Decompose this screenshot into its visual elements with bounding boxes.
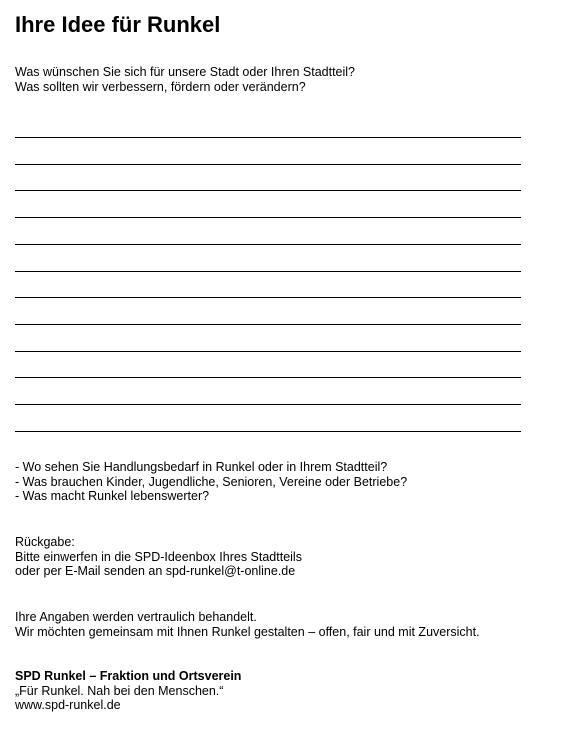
writing-line[interactable] [15,377,521,378]
return-line: Bitte einwerfen in die SPD-Ideenbox Ihres Stadtteils [15,549,302,564]
page-title: Ihre Idee für Runkel [15,12,221,37]
prompt-item: - Wo sehen Sie Handlungsbedarf in Runkel oder in Ihrem Stadtteil? [15,460,388,474]
prompt-item: - Was brauchen Kinder, Jugendliche, Senioren, Vereine oder Betriebe? [15,474,408,489]
writing-line[interactable] [15,431,521,432]
writing-line[interactable] [15,244,521,245]
website-link[interactable]: www.spd-runkel.de [15,698,121,712]
footer [15,669,241,713]
organization-name: SPD Runkel – Fraktion und Ortsverein [15,669,242,683]
writing-line[interactable] [15,324,521,325]
privacy-line: Ihre Angaben werden vertraulich behandelt. [15,610,257,624]
return-line-email: oder per E-Mail senden an spd-runkel@t-online.de [15,564,296,578]
prompt-list [15,460,407,504]
writing-line[interactable] [15,164,521,165]
writing-line[interactable] [15,137,521,138]
return-info [15,535,302,579]
intro-line: Was sollten wir verbessern, fördern oder verändern? [15,79,306,94]
privacy-note [15,610,480,639]
writing-line[interactable] [15,217,521,218]
privacy-line: Wir möchten gemeinsam mit Ihnen Runkel gestalten – offen, fair und mit Zuversicht. [15,624,480,639]
prompt-item: - Was macht Runkel lebenswerter? [15,489,210,503]
intro-text [15,65,355,94]
slogan: „Für Runkel. Nah bei den Menschen.“ [15,683,224,698]
writing-line[interactable] [15,190,521,191]
return-heading: Rückgabe: [15,535,75,549]
writing-line[interactable] [15,271,521,272]
writing-line[interactable] [15,404,521,405]
writing-line[interactable] [15,297,521,298]
intro-line: Was wünschen Sie sich für unsere Stadt oder Ihren Stadtteil? [15,65,355,79]
writing-line[interactable] [15,351,521,352]
